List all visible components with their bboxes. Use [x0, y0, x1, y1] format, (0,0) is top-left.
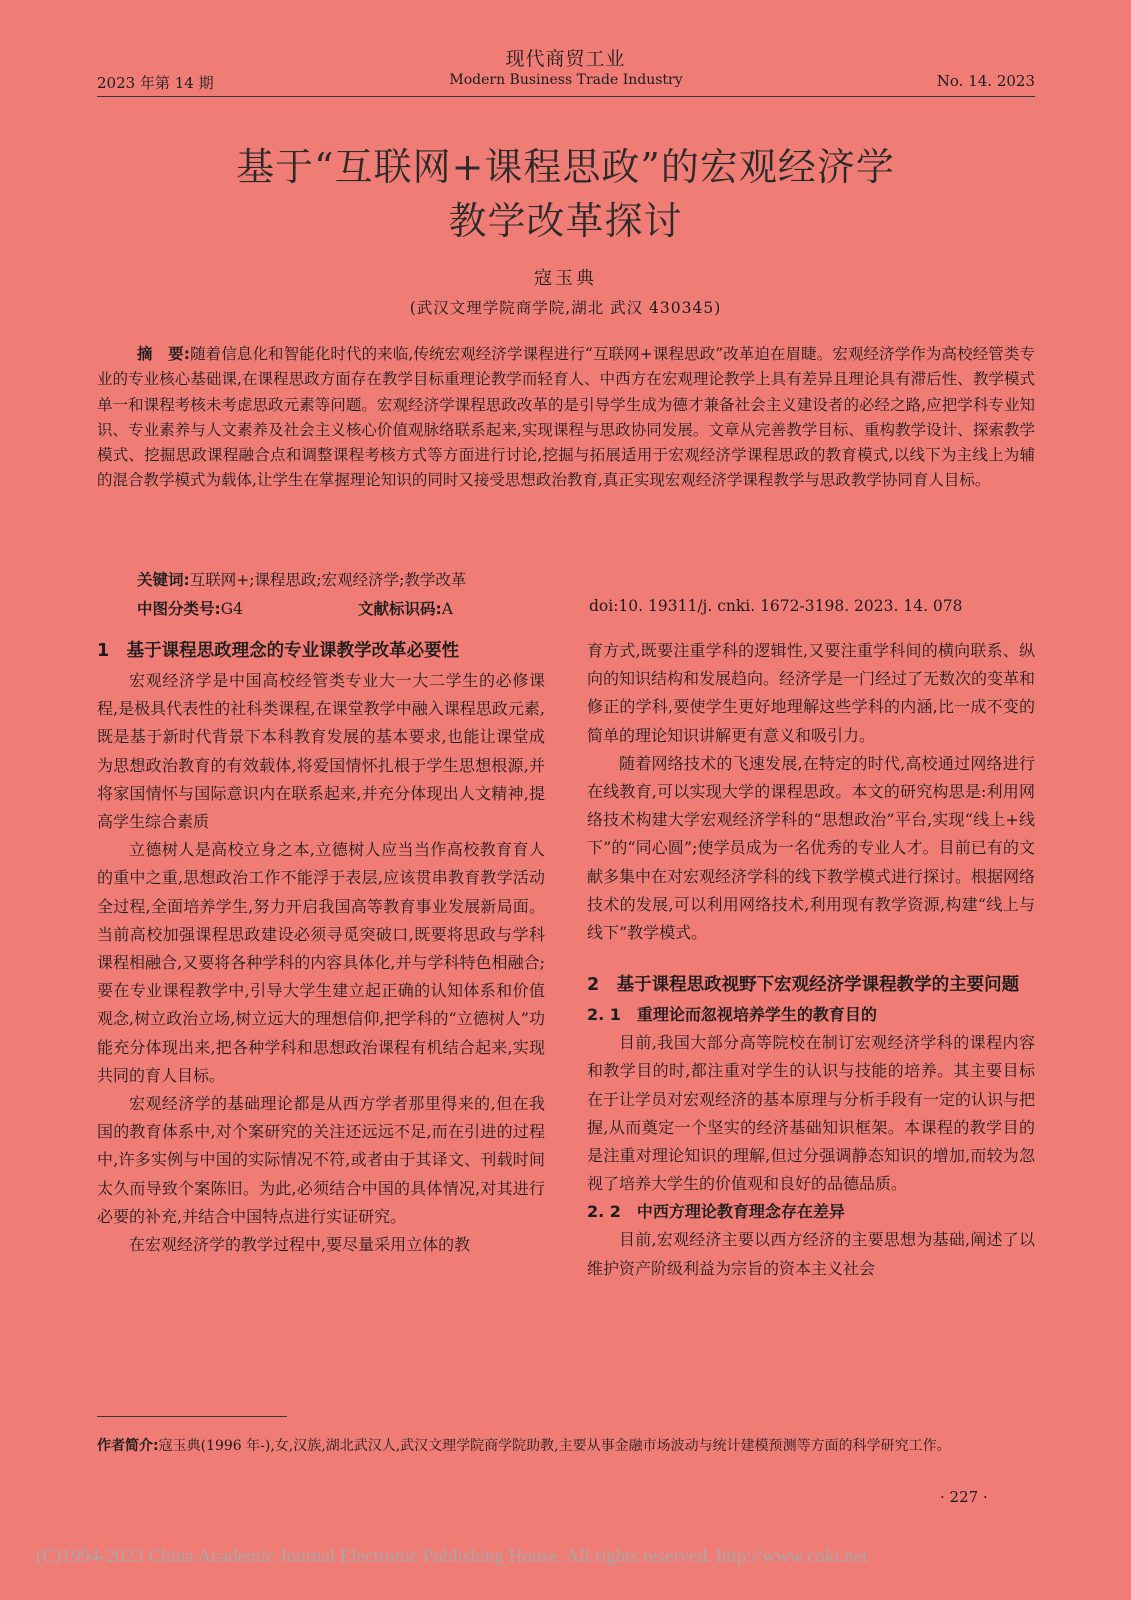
abstract — [97, 342, 1035, 494]
footnote-label: 作者简介: — [97, 1438, 159, 1454]
issue-cn: 2023 年第 14 期 — [97, 74, 214, 92]
section-2-heading: 2 基于课程思政视野下宏观经济学课程教学的主要问题 — [587, 975, 1020, 996]
doccode-label: 文献标识码: — [358, 600, 442, 618]
keywords-text: 互联网+;课程思政;宏观经济学;教学改革 — [189, 571, 467, 589]
paragraph: 目前,我国大部分高等院校在制订宏观经济学科的课程内容和教学目的时,都注重对学生的认识与技能的培养。其主要目标在于让学员对宏观经济的基本原理与分析手段有一定的认识与把握,从而奠定一个坚实的经济基础知识框架。本课程的教学目的是注重对理论知识的理解,但过分强调静态知识的增加,而较为忽视了培养大学生的价值观和良好的品德品质。 — [587, 1033, 1036, 1194]
article-title-line2: 教学改革探讨 — [448, 199, 683, 243]
section-1-heading: 1 基于课程思政理念的专业课教学改革必要性 — [97, 641, 460, 661]
keywords — [137, 568, 466, 590]
journal-name-en: Modern Business Trade Industry — [449, 72, 683, 88]
author-name: 寇玉典 — [534, 268, 597, 289]
keywords-label: 关键词: — [137, 571, 190, 589]
doccode-value: A — [441, 600, 453, 618]
section-2-2-heading: 2. 2 中西方理论教育理念存在差异 — [587, 1202, 845, 1222]
footnote-divider — [97, 1416, 287, 1417]
body-column-left — [97, 637, 545, 1259]
abstract-label: 摘 要: — [137, 345, 190, 363]
classification-label: 中图分类号: — [137, 600, 221, 618]
abstract-text: 随着信息化和智能化时代的来临,传统宏观经济学课程进行“互联网+课程思政”改革迫在眉睫。宏观经济学作为高校经管类专业的专业核心基础课,在课程思政方面存在教学目标重理论教学而轻育人、中西方在宏观理论教学上具有差异且理论具有滞后性、教学模式单一和课程考核未考虑思政元素等问题。宏观经济学课程思政改革的是引导学生成为德才兼备社会主义建设者的必经之路,应把学科专业知识、专业素养与人文素养及社会主义核心价值观脉络联系起来,实现课程与思政协同发展。文章从完善教学目标、重构教学设计、探索教学模式、挖掘思政课程融合点和调整课程考核方式等方面进行讨论,挖掘与拓展适用于宏观经济学课程思政的教育模式,以线下为主线上为辅的混合教学模式为载体,让学生在掌握理论知识的同时又接受思想政治教育,真正实现宏观经济学课程教学与思政教学协同育人目标。 — [97, 345, 1035, 490]
footnote-text: 寇玉典(1996 年-),女,汉族,湖北武汉人,武汉文理学院商学院助教,主要从事金融市场波动与统计建模预测等方面的科学研究工作。 — [158, 1438, 951, 1454]
paragraph: 立德树人是高校立身之本,立德树人应当当作高校教育育人的重中之重,思想政治工作不能浮于表层,应该贯串教育教学活动全过程,全面培养学生,努力开启我国高等教育事业发展新局面。当前高校加强课程思政建设必须寻觅突破口,既要将思政与学科课程相融合,又要将各种学科的内容具体化,并与学科特色相融合;要在专业课程教学中,引导大学生建立起正确的认知体系和价值观念,树立政治立场,树立远大的理想信仰,把学科的“立德树人”功能充分体现出来,把各种学科和思想政治课程有机结合起来,实现共同的育人目标。 — [97, 840, 545, 1085]
classification-value: G4 — [220, 600, 243, 618]
classification — [137, 597, 243, 619]
page-number: · 227 · — [940, 1488, 988, 1506]
issue-en: No. 14. 2023 — [936, 72, 1035, 90]
header-divider — [97, 96, 1035, 97]
paragraph: 在宏观经济学的教学过程中,要尽量采用立体的教 — [129, 1235, 471, 1255]
body-column-right — [587, 637, 1035, 1283]
journal-name-cn: 现代商贸工业 — [505, 48, 626, 70]
paragraph: 宏观经济学是中国高校经管类专业大一大二学生的必修课程,是极具代表性的社科类课程,在课堂教学中融入课程思政元素,既是基于新时代背景下本科教育发展的基本要求,也能让课堂成为思想政治教育的有效载体,将爱国情怀扎根于学生思想根源,并将家国情怀与国际意识内在联系起来,并充分体现出人文精神,提高学生综合素质 — [97, 671, 545, 832]
paragraph: 随着网络技术的飞速发展,在特定的时代,高校通过网络进行在线教育,可以实现大学的课程思政。本文的研究构思是:利用网络技术构建大学宏观经济学科的“思想政治”平台,实现“线上+线下”的“同心圆”;使学员成为一名优秀的专业人才。目前已有的文献多集中在对宏观经济学科的线下教学模式进行探讨。根据网络技术的发展,可以利用网络技术,利用现有教学资源,构建“线上与线下”教学模式。 — [587, 753, 1036, 943]
paragraph-continued: 育方式,既要注重学科的逻辑性,又要注重学科间的横向联系、纵向的知识结构和发展趋向。经济学是一门经过了无数次的变革和修正的学科,要使学生更好地理解这些学科的内涵,比一成不变的简单的理论知识讲解更有意义和吸引力。 — [587, 641, 1036, 745]
author-footnote — [97, 1436, 1035, 1457]
doi: doi:10. 19311/j. cnki. 1672-3198. 2023. 14. 078 — [589, 597, 963, 615]
paragraph: 目前,宏观经济主要以西方经济的主要思想为基础,阐述了以维护资产阶级利益为宗旨的资本主义社会 — [587, 1230, 1035, 1278]
copyright-notice: (C)1994-2023 China Academic Journal Electronic Publishing House. All rights reserved. http://www.cnki.net — [36, 1546, 868, 1567]
author-affiliation: (武汉文理学院商学院,湖北 武汉 430345) — [409, 299, 722, 317]
section-2-1-heading: 2. 1 重理论而忽视培养学生的教育目的 — [587, 1005, 877, 1025]
paragraph: 宏观经济学的基础理论都是从西方学者那里得来的,但在我国的教育体系中,对个案研究的关注还远远不足,而在引进的过程中,许多实例与中国的实际情况不符,或者由于其译文、刊载时间太久而导致个案陈旧。为此,必须结合中国的具体情况,对其进行必要的补充,并结合中国特点进行实证研究。 — [97, 1094, 545, 1226]
article-title-line1: 基于“互联网+课程思政”的宏观经济学 — [236, 145, 895, 189]
document-code — [358, 597, 453, 619]
